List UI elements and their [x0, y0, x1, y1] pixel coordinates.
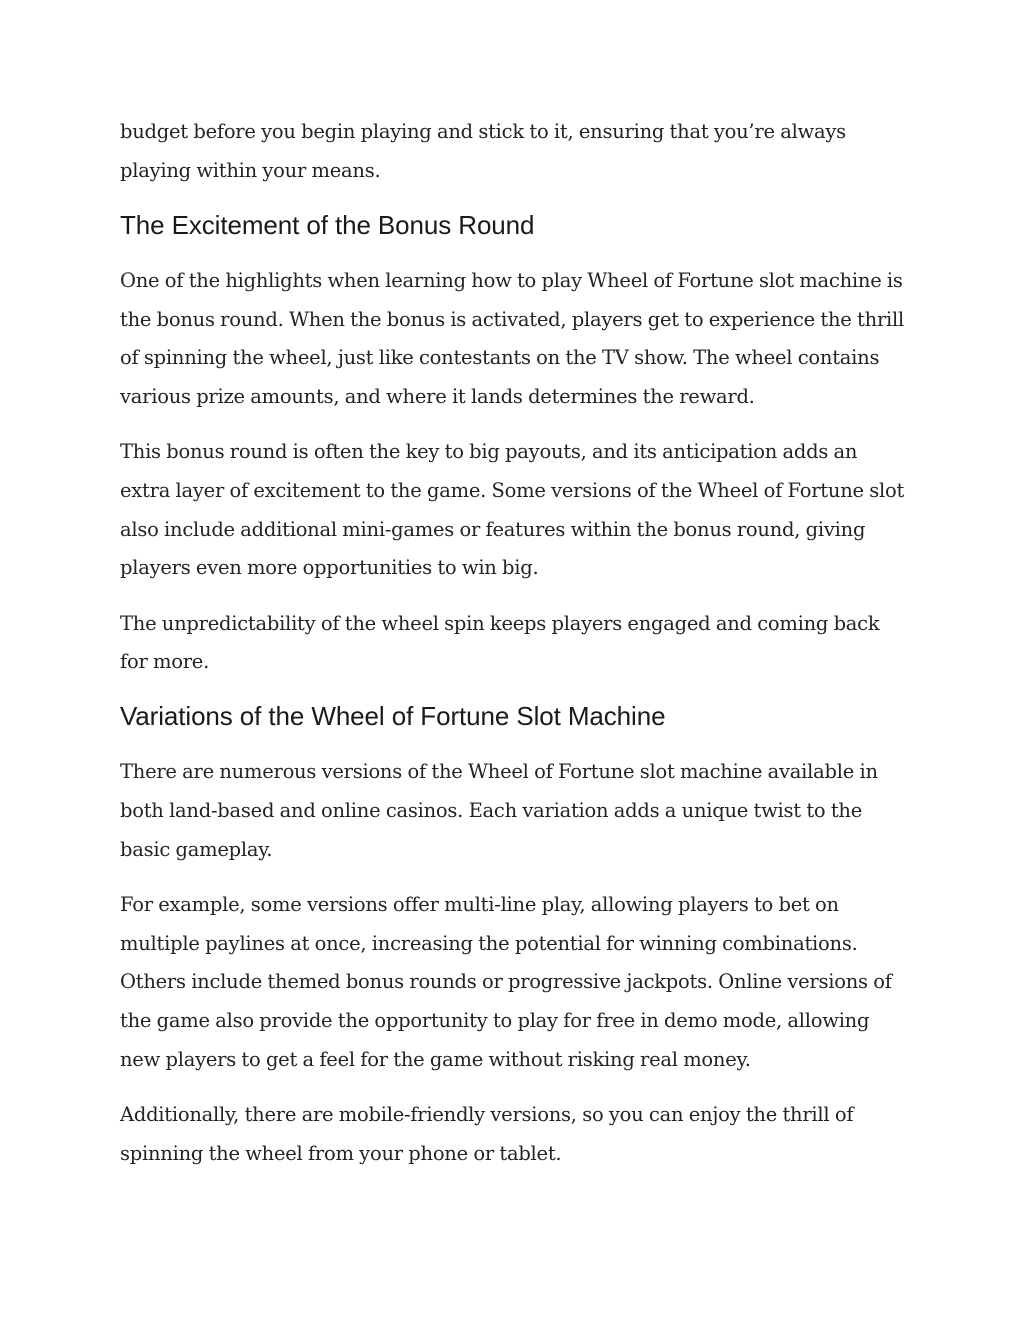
- bonus-paragraph-2: This bonus round is often the key to big payouts, and its anticipation adds an extra layer of excitement to the game. Some versions of the Wheel of Fortune slot also include additional mini-games or features within the bonus round, giving players even more opportunities to win big.: [120, 440, 905, 580]
- section-heading-bonus-round: The Excitement of the Bonus Round: [120, 209, 535, 240]
- variations-paragraph-2: For example, some versions offer multi-line play, allowing players to bet on multiple paylines at once, increasing the potential for winning combinations. Others include themed bonus rounds or progressive jackpots. Online versions of the game also provide the opportunity to play for free in demo mode, allowing new players to get a feel for the game without risking real money.: [120, 893, 892, 1071]
- variations-paragraph-3: Additionally, there are mobile-friendly versions, so you can enjoy the thrill of spinning the wheel from your phone or tablet.: [120, 1103, 854, 1165]
- variations-paragraph-1: There are numerous versions of the Wheel of Fortune slot machine available in both land-based and online casinos. Each variation adds a unique twist to the basic gameplay.: [120, 760, 878, 861]
- document-page: [120, 113, 910, 1190]
- section-heading-variations: Variations of the Wheel of Fortune Slot Machine: [120, 701, 666, 732]
- bonus-paragraph-1: One of the highlights when learning how to play Wheel of Fortune slot machine is the bonus round. When the bonus is activated, players get to experience the thrill of spinning the wheel, just like contestants on the TV show. The wheel contains various prize amounts, and where it lands determines the reward.: [120, 268, 904, 409]
- intro-continuation-paragraph: budget before you begin playing and stick to it, ensuring that you’re always playing within your means.: [120, 120, 846, 182]
- bonus-paragraph-3: The unpredictability of the wheel spin keeps players engaged and coming back for more.: [120, 611, 880, 674]
